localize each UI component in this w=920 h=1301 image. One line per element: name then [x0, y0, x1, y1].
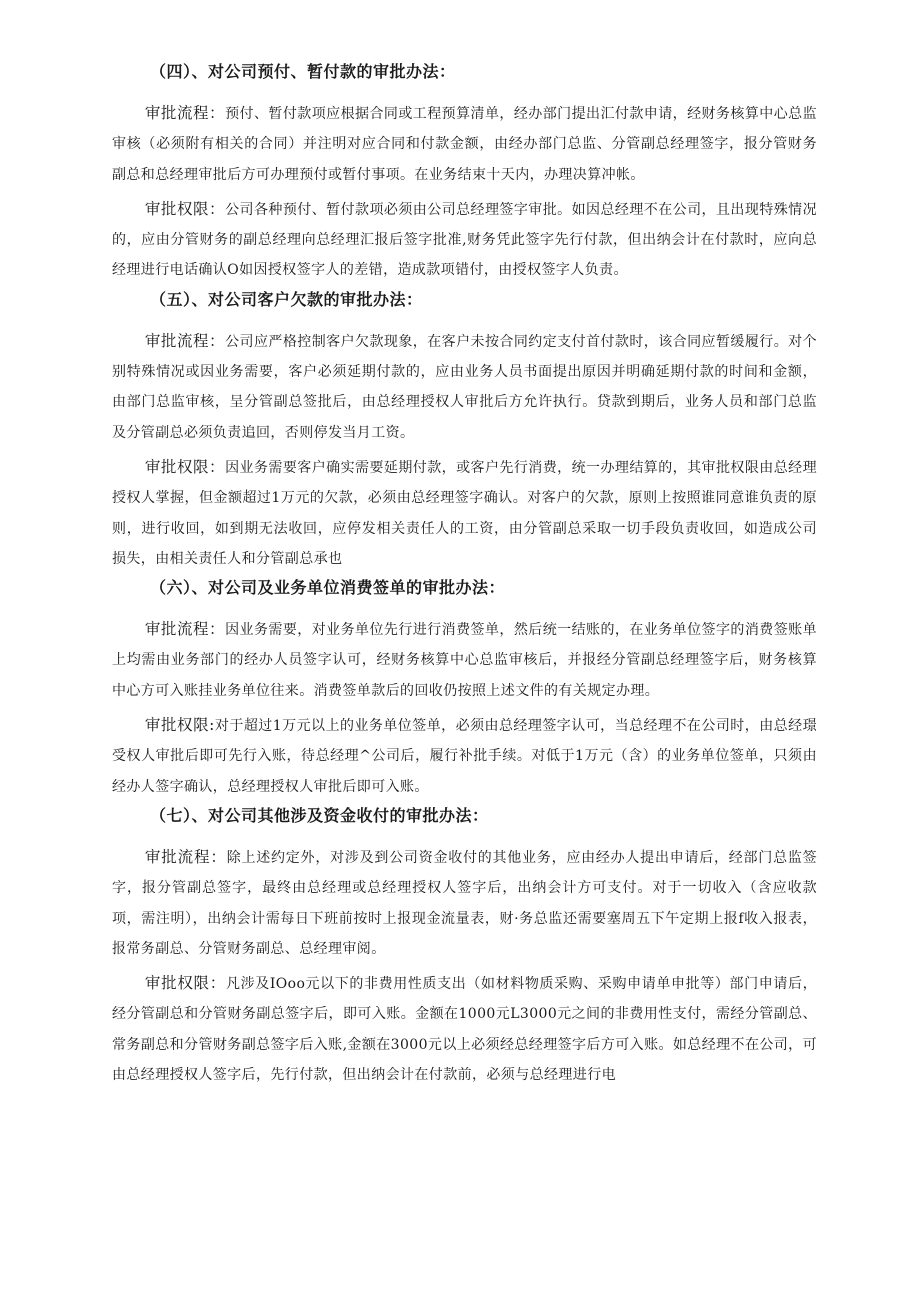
- section-heading: （六）、对公司及业务单位消费签单的审批办法：: [150, 578, 506, 598]
- paragraph-text: 除上述约定外，对涉及到公司资金收付的其他业务，应由经办人提出申请后，经部门总监签字，报分管副总签字，最终由总经理或总经理授权人签字后，出纳会计方可支付。对于一切收入（含应收款项，需注明），出纳会计需每日下班前按时上报现金流量表，财·务总监还需要塞周五下午定期上报f收入报表，报常务副总、分管财务副总、总经理审阅。: [112, 849, 817, 957]
- section-heading: （七）、对公司其他涉及资金收付的审批办法：: [150, 805, 489, 825]
- paragraph-approval-authority: [112, 452, 817, 574]
- paragraph-approval-authority: [112, 968, 817, 1090]
- section-heading: （五）、对公司客户欠款的审批办法：: [150, 289, 423, 309]
- paragraph-text: 公司应严格控制客户欠款现象，在客户未按合同约定支付首付款时，该合同应暂缓履行。对个别特殊情况或因业务需要，客户必须延期付款的，应由业务人员书面提出原因并明确延期付款的时间和金额，由部门总监审核，呈分管副总签批后，由总经理授权人审批后方允许执行。贷款到期后，业务人员和部门总监及分管副总必须负责追回，否则停发当月工资。: [112, 333, 817, 441]
- section-customer-arrears: [112, 288, 817, 574]
- paragraph-approval-process: [112, 614, 817, 706]
- paragraph-approval-process: [112, 842, 817, 964]
- paragraph-label: 审批流程：: [144, 620, 226, 639]
- paragraph-text: 因业务需要客户确实需要延期付款，或客户先行消费，统一办理结算的，其审批权限由总经理授权人掌握，但金额超过1万元的欠款，必须由总经理签字确认。对客户的欠款，原则上按照谁同意谁负责的原则，进行收回，如到期无法收回，应停发相关责任人的工资，由分管副总采取一切手段负责收回，如造成公司损失，由相关责任人和分管副总承也: [112, 459, 817, 567]
- paragraph-approval-authority: [112, 194, 817, 286]
- paragraph-text: 预付、暂付款项应根据合同或工程预算清单，经办部门提出汇付款申请，经财务核算中心总监审核（必须附有相关的合同）并注明对应合同和付款金额，由经办部门总监、分管副总经理签字，报分管财务副总和总经理审批后方可办理预付或暂付事项。在业务结束十天内，办理决算冲帐。: [112, 106, 817, 183]
- paragraph-label: 审批流程：: [144, 104, 226, 122]
- paragraph-label: 审批权限：: [144, 974, 226, 993]
- paragraph-text: 对于超过1万元以上的业务单位签单，必须由总经理签字认可，当总经理不在公司时，由总经璟受权人审批后即可先行入账，待总经理^公司后，履行补批手续。对低于1万元（含）的业务单位签单，只须由经办人签字确认，总经理授权人审批后即可入账。: [112, 718, 817, 795]
- paragraph-approval-authority: [112, 710, 817, 802]
- paragraph-label: 审批流程：: [144, 331, 226, 350]
- paragraph-label: 审批权限：: [144, 457, 226, 476]
- document-page: [112, 60, 817, 1092]
- paragraph-label: 审批流程：: [144, 847, 227, 866]
- paragraph-approval-process: [112, 98, 817, 190]
- paragraph-label: 审批权限：: [144, 199, 226, 218]
- paragraph-approval-process: [112, 326, 817, 448]
- paragraph-text: 凡涉及IOoo元以下的非费用性质支出（如材料物质采购、采购申请单申批等）部门申请后，经分管副总和分管财务副总签字后，即可入账。金额在1000元L3000元之间的非费用性支付，需经分管副总、常务副总和分管财务副总签字后入账,金额在3000元以上必须经总经理签字后方可入账。如总经理不在公司，可由总经理授权人签字后，先行付款，但出纳会计在付款前，必须与总经理进行电: [112, 976, 817, 1084]
- section-heading: （四）、对公司预付、暂付款的审批办法：: [150, 62, 456, 81]
- section-other-funds: [112, 804, 817, 1090]
- paragraph-label: 审批权限:: [144, 716, 215, 735]
- paragraph-text: 因业务需要，对业务单位先行进行消费签单，然后统一结账的，在业务单位签字的消费签账单上均需由业务部门的经办人员签字认可，经财务核算中心总监审核后，并报经分管副总经理签字后，财务核算中心方可入账挂业务单位往来。消费签单款后的回收仍按照上述文件的有关规定办理。: [112, 622, 817, 699]
- paragraph-text: 公司各种预付、暂付款项必须由公司总经理签字审批。如因总经理不在公司，且出现特殊情况的，应由分管财务的副总经理向总经理汇报后签字批准,财务凭此签字先行付款，但出纳会计在付款时，应向总经理进行电话确认O如因授权签字人的差错，造成款项错付，由授权签字人负责。: [112, 201, 817, 279]
- section-consumption-signing: [112, 576, 817, 802]
- section-advance-payment: [112, 60, 817, 286]
